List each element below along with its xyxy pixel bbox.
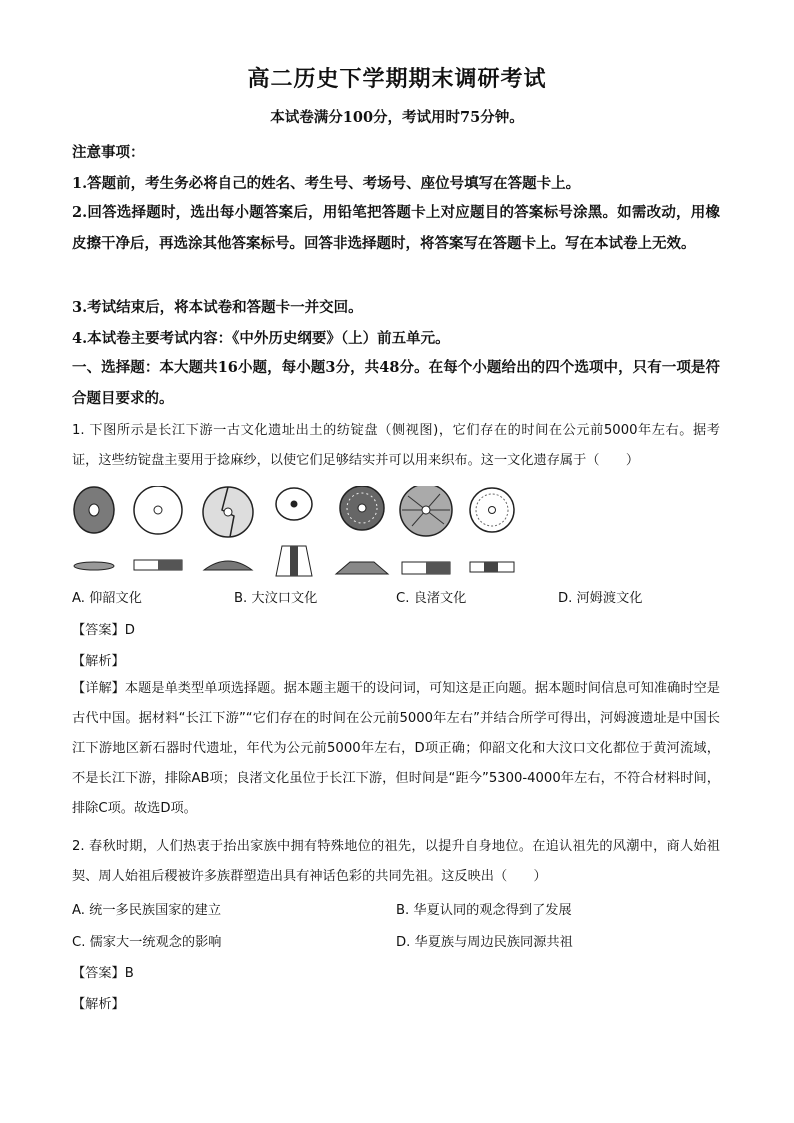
q1-option-b: B. 大汶口文化 [234,591,318,606]
whorl-7-icon [470,488,514,572]
page-title: 高二历史下学期期末调研考试 [247,66,547,92]
note-item-1: 1.答题前，考生务必将自己的姓名、考生号、考场号、座位号填写在答题卡上。 [72,175,581,192]
answer-label: 【答案】 [72,623,125,638]
q2-option-a: A. 统一多民族国家的建立 [72,903,222,918]
q2-option-b: B. 华夏认同的观念得到了发展 [396,903,572,918]
whorl-1-icon [74,487,114,570]
answer-value: B [124,966,134,981]
section-heading: 一、选择题：本大题共16小题，每小题3分，共48分。在每个小题给出的四个选项中，只有一项是符合题目要求的。 [72,359,720,407]
q1-answer [72,619,135,638]
q1-option-a: A. 仰韶文化 [72,591,142,606]
spindle-whorl-figure [72,486,522,582]
q1-option-c: C. 良渚文化 [396,591,467,606]
q2-option-d: D. 华夏族与周边民族同源共祖 [396,935,573,950]
whorl-5-icon [336,486,388,574]
whorl-4-icon [276,488,312,576]
answer-value: D [124,623,135,638]
q1-detail: 【详解】本题是单类型单项选择题。据本题主题干的设问词，可知这是正向题。据本题时间信息可知准确时空是古代中国。据材料“长江下游”“它们存在的时间在公元前5000年左右”并结合所学可得出，河姆渡遗址是中国长江下游地区新石器时代遗址，年代为公元前5000年左右，D项正确；仰韶文化和大汶口文化都位于黄河流域，不是长江下游，排除AB项；良渚文化虽位于长江下游，但时间是“距今”5300-4000年左右，不符合材料时间，排除C项。故选D项。 [72,681,720,816]
question-2-stem: 2. 春秋时期，人们热衷于抬出家族中拥有特殊地位的祖先，以提升自身地位。在追认祖先的风潮中，商人始祖契、周人始祖后稷被许多族群塑造出具有神话色彩的共同先祖。这反映出（ ） [72,839,720,884]
note-item-3: 3.考试结束后，将本试卷和答题卡一并交回。 [72,299,363,316]
notes-heading: 注意事项： [72,144,145,161]
note-item-4: 4.本试卷主要考试内容：《中外历史纲要》（上）前五单元。 [72,330,450,347]
whorl-2-icon [134,486,182,570]
spindle-whorl-icon [72,486,522,582]
q1-option-d: D. 河姆渡文化 [558,591,643,606]
question-1-stem: 1. 下图所示是长江下游一古文化遗址出土的纺锭盘（侧视图)，它们存在的时间在公元前5000年左右。据考证，这些纺锭盘主要用于捻麻纱，以使它们足够结实并可以用来织布。这一文化遗存属于（ ） [72,423,720,468]
q2-answer [72,962,134,981]
whorl-3-icon [203,487,253,570]
q2-option-c: C. 儒家大一统观念的影响 [72,935,222,950]
q2-analysis-label: 【解析】 [72,997,125,1012]
note-item-2: 2.回答选择题时，选出每小题答案后，用铅笔把答题卡上对应题目的答案标号涂黑。如需改动，用橡皮擦干净后，再选涂其他答案标号。回答非选择题时，将答案写在答题卡上。写在本试卷上无效。 [72,204,720,252]
answer-label: 【答案】 [72,966,125,981]
q1-analysis-label: 【解析】 [72,654,125,669]
whorl-6-icon [400,486,452,574]
exam-subtitle: 本试卷满分100分，考试用时75分钟。 [270,109,524,126]
